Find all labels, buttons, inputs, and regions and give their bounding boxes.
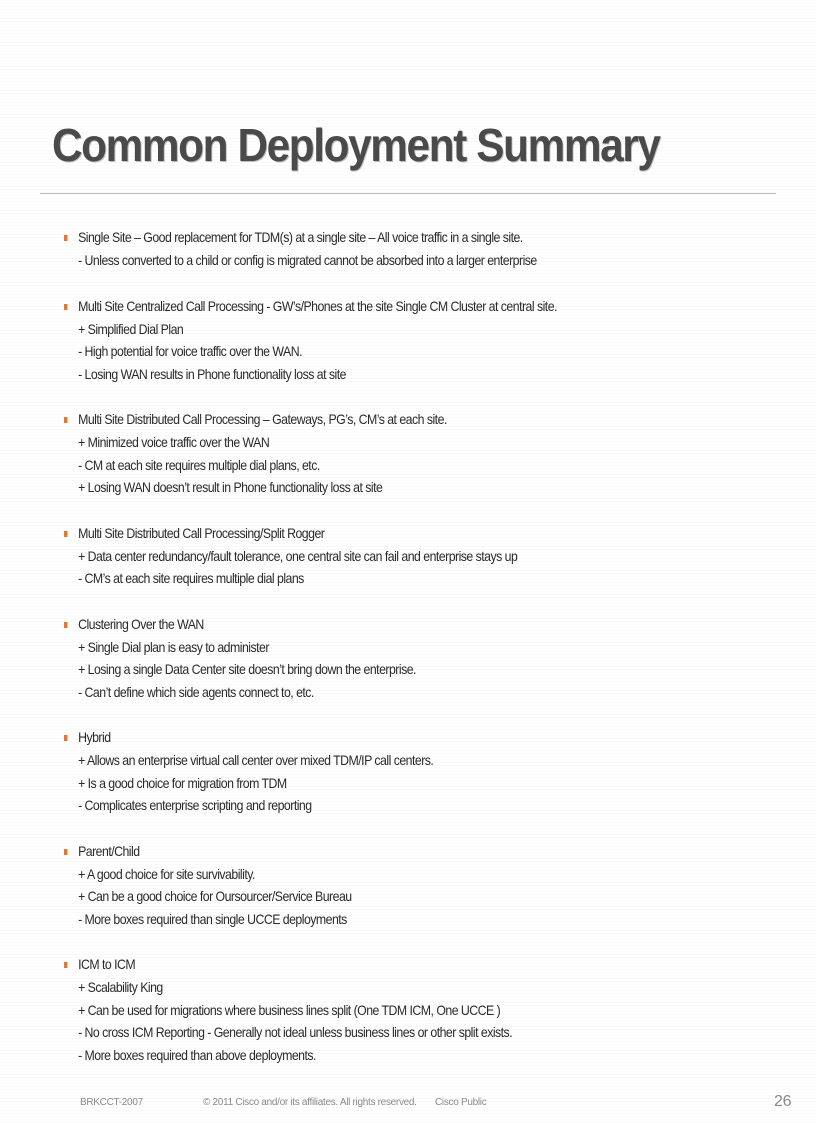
bullet-square-icon [64,962,68,968]
bullet-detail: + A good choice for site survivability. [78,865,255,882]
footer-copyright: © 2011 Cisco and/or its affiliates. All rights reserved. [203,1097,417,1108]
bullet-square-icon [64,849,68,855]
list-item [64,613,784,704]
bullet-detail: + Simplified Dial Plan [78,320,184,337]
bullet-detail: + Losing WAN doesn’t result in Phone functionality loss at site [78,479,383,495]
bullet-detail: + Minimized voice traffic over the WAN [78,434,270,450]
bullet-detail: - CM’s at each site requires multiple dial plans [78,570,304,586]
bullet-square-icon [64,531,68,537]
bullet-detail: + Losing a single Data Center site doesn’t bring down the enterprise. [78,661,416,677]
bullet-detail: + Is a good choice for migration from TDM [78,774,287,791]
bullet-detail: + Data center redundancy/fault tolerance, one central site can fail and enterprise stays up [78,547,518,564]
bullet-list [64,226,784,1089]
slide-title: Common Deployment Summary [52,119,660,171]
bullet-heading: Multi Site Distributed Call Processing – Gateways, PG’s, CM’s at each site. [78,411,447,427]
bullet-detail: - Complicates enterprise scripting and reporting [78,797,312,813]
bullet-square-icon [64,417,68,423]
bullet-detail: + Scalability King [78,979,163,995]
bullet-detail: - Unless converted to a child or config is migrated cannot be absorbed into a larger enterprise [78,252,537,268]
list-item [64,408,784,499]
bullet-square-icon [64,622,68,628]
list-item [64,226,784,272]
bullet-detail: - CM at each site requires multiple dial plans, etc. [78,456,320,473]
bullet-detail: - Losing WAN results in Phone functionality loss at site [78,365,346,382]
list-item [64,726,784,817]
footer-session-code: BRKCCT-2007 [80,1097,143,1108]
list-item [64,840,784,931]
bullet-detail: - More boxes required than above deployments. [78,1046,316,1063]
bullet-detail: + Single Dial plan is easy to administer [78,638,269,655]
list-item [64,522,784,590]
bullet-heading: Hybrid [78,729,111,745]
bullet-heading: Multi Site Distributed Call Processing/Split Rogger [78,524,325,541]
bullet-heading: Multi Site Centralized Call Processing - GW’s/Phones at the site Single CM Cluster at central site. [78,297,557,314]
title-divider [40,193,776,194]
bullet-heading: Clustering Over the WAN [78,615,204,632]
list-item [64,295,784,386]
bullet-heading: Parent/Child [78,842,140,859]
bullet-detail: + Allows an enterprise virtual call center over mixed TDM/IP call centers. [78,752,434,768]
bullet-heading: ICM to ICM [78,956,136,972]
bullet-heading: Single Site – Good replacement for TDM(s) at a single site – All voice traffic in a single site. [78,229,523,245]
bullet-detail: - No cross ICM Reporting - Generally not ideal unless business lines or other split exists. [78,1024,513,1040]
bullet-detail: + Can be a good choice for Oursourcer/Service Bureau [78,888,352,904]
bullet-detail: - Can’t define which side agents connect to, etc. [78,683,314,700]
footer-classification: Cisco Public [435,1097,487,1108]
bullet-detail: - More boxes required than single UCCE deployments [78,910,347,927]
bullet-square-icon [64,735,68,741]
page-number: 26 [774,1093,792,1110]
bullet-detail: + Can be used for migrations where business lines split (One TDM ICM, One UCCE ) [78,1001,501,1018]
bullet-detail: - High potential for voice traffic over the WAN. [78,343,302,359]
bullet-square-icon [64,304,68,310]
list-item [64,953,784,1066]
bullet-square-icon [64,235,68,241]
